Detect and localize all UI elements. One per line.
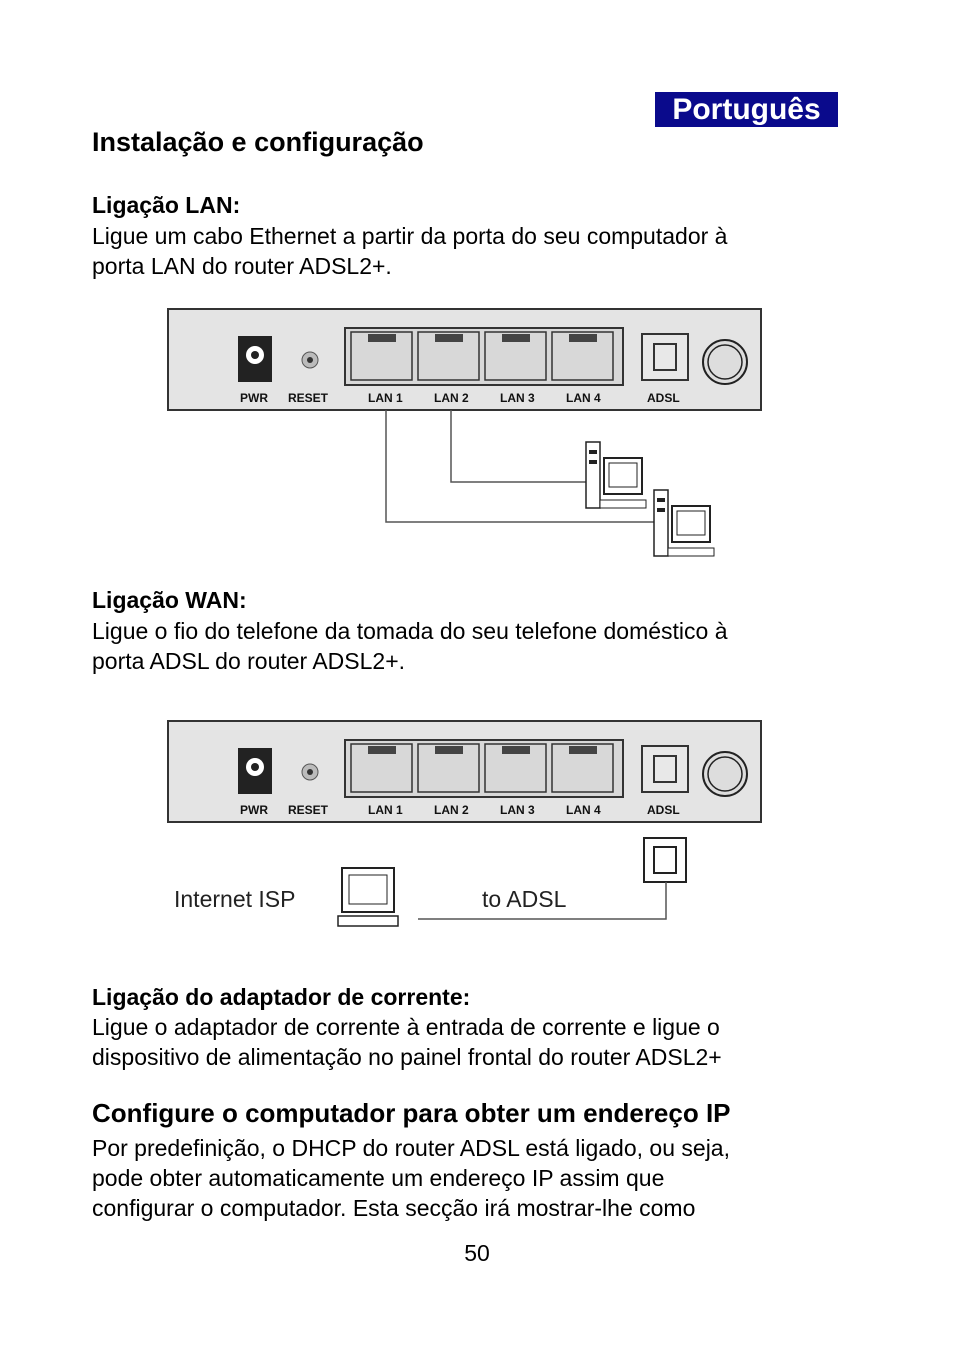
power-description: [92, 1012, 822, 1072]
computer-icon: [654, 490, 714, 556]
configure-heading: Configure o computador para obter um endereço IP: [92, 1098, 731, 1128]
power-line-2: dispositivo de alimentação no painel frontal do router ADSL2+: [92, 1044, 722, 1070]
wan-line-1: Ligue o fio do telefone da tomada do seu telefone doméstico à: [92, 618, 728, 644]
label-lan2: LAN 2: [434, 391, 469, 405]
label-lan1: LAN 1: [368, 803, 403, 817]
configure-line-2: pode obter automaticamente um endereço IP assim que: [92, 1165, 665, 1191]
computer-icon: [338, 868, 398, 926]
wan-line-2: porta ADSL do router ADSL2+.: [92, 648, 406, 674]
wan-heading: Ligação WAN:: [92, 587, 247, 613]
label-adsl: ADSL: [647, 803, 680, 817]
label-reset: RESET: [288, 391, 329, 405]
label-lan4: LAN 4: [566, 803, 601, 817]
lan-connection-diagram: [160, 300, 770, 565]
power-line-1: Ligue o adaptador de corrente à entrada de corrente e ligue o: [92, 1014, 720, 1040]
configure-line-1: Por predefinição, o DHCP do router ADSL está ligado, ou seja,: [92, 1135, 730, 1161]
lan-line-2: porta LAN do router ADSL2+.: [92, 253, 392, 279]
label-lan2: LAN 2: [434, 803, 469, 817]
language-badge: Português: [655, 92, 838, 127]
label-pwr: PWR: [240, 803, 268, 817]
label-lan1: LAN 1: [368, 391, 403, 405]
internet-isp-label: Internet ISP: [174, 886, 296, 912]
configure-line-3: configurar o computador. Esta secção irá mostrar-lhe como: [92, 1195, 696, 1221]
label-adsl: ADSL: [647, 391, 680, 405]
lan-line-1: Ligue um cabo Ethernet a partir da porta do seu computador à: [92, 223, 728, 249]
label-pwr: PWR: [240, 391, 268, 405]
lan-description: [92, 221, 822, 281]
lan-heading: Ligação LAN:: [92, 192, 241, 218]
label-lan4: LAN 4: [566, 391, 601, 405]
page-number: 50: [464, 1240, 490, 1266]
label-lan3: LAN 3: [500, 391, 535, 405]
phone-jack-icon: [644, 838, 686, 882]
label-lan3: LAN 3: [500, 803, 535, 817]
computer-icon: [586, 442, 646, 508]
wan-description: [92, 616, 822, 676]
wan-connection-diagram: [160, 712, 770, 937]
configure-description: [92, 1133, 822, 1223]
power-heading: Ligação do adaptador de corrente:: [92, 984, 471, 1010]
page-title: Instalação e configuração: [92, 127, 424, 157]
label-reset: RESET: [288, 803, 329, 817]
to-adsl-label: to ADSL: [482, 886, 567, 912]
